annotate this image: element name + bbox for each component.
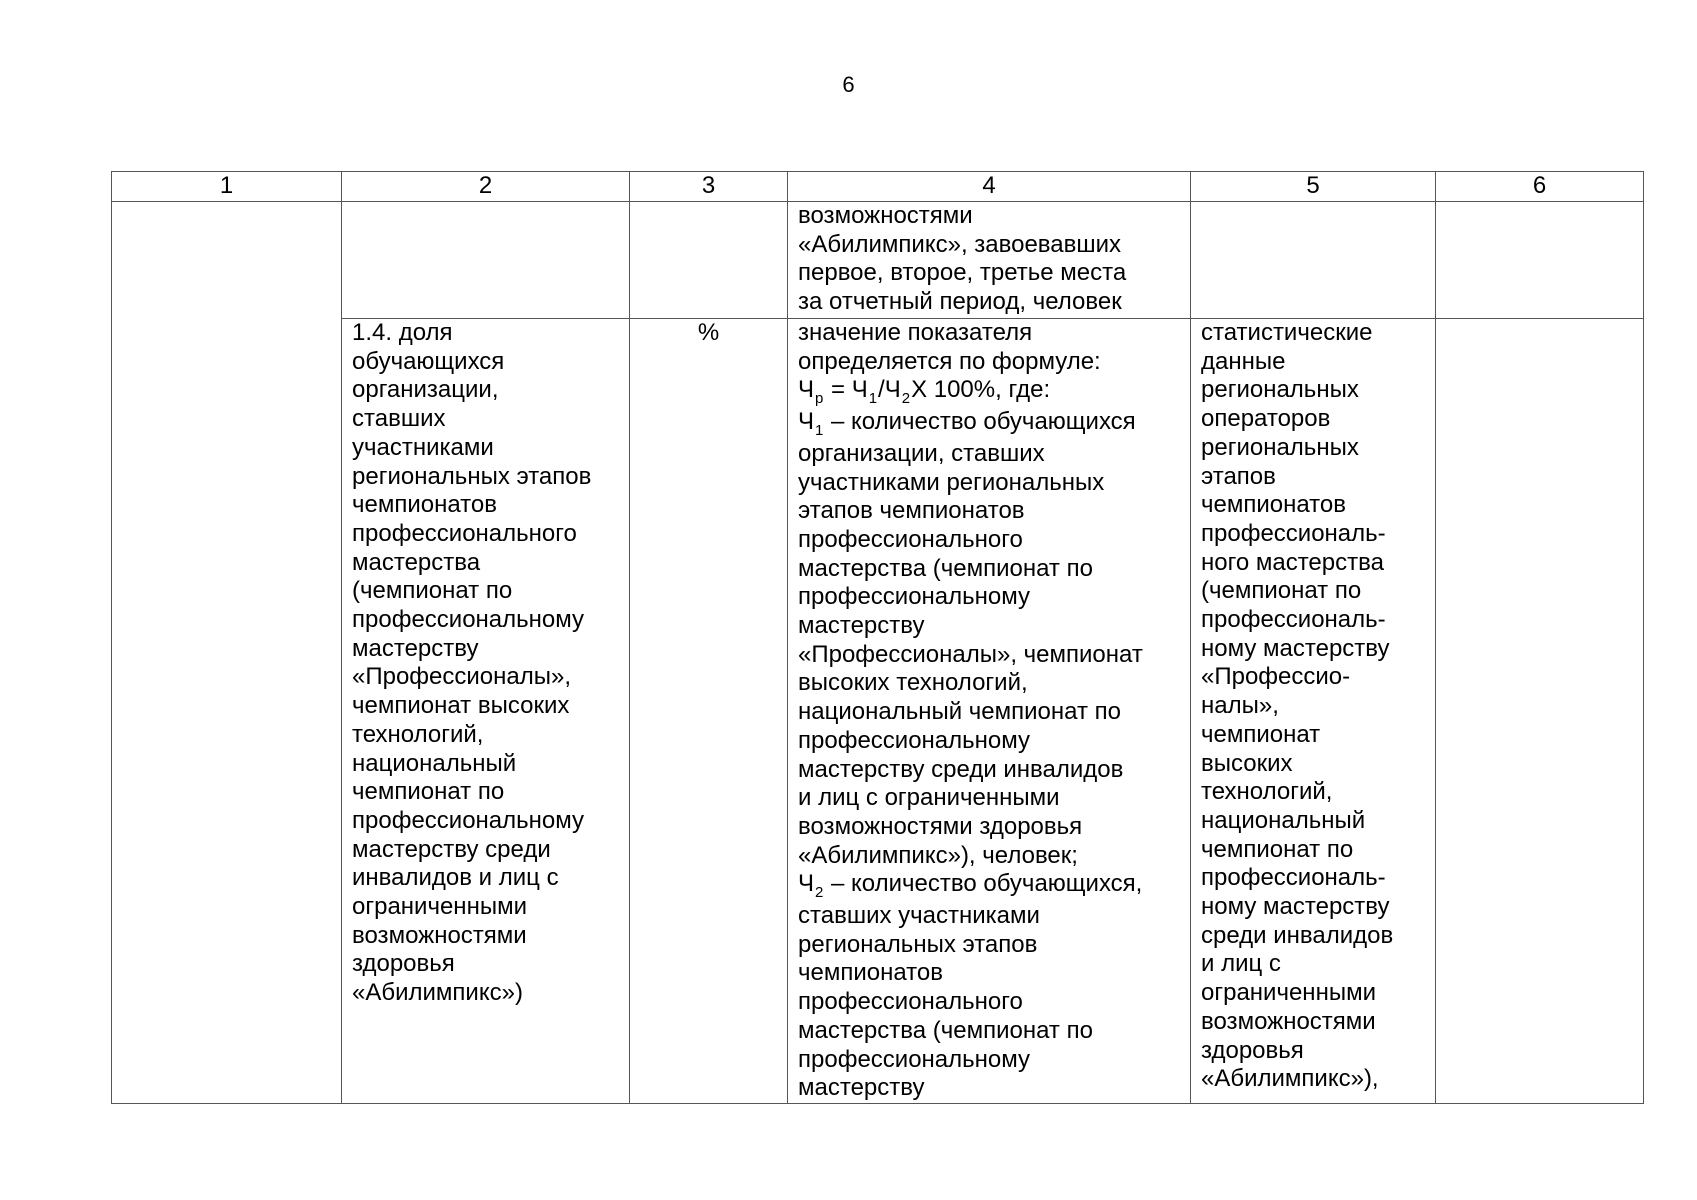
cell-col6-empty — [1436, 319, 1644, 1104]
text-line: высоких — [1201, 749, 1293, 777]
unit-cell — [630, 319, 788, 1104]
text-line: «Абилимпикс», завоевавших — [798, 230, 1122, 258]
text-line: профессионального — [352, 519, 577, 547]
variable-text: – количество обучающихся — [824, 408, 1136, 436]
text-line: 1.4. доля — [352, 319, 453, 346]
cell-col5 — [1191, 202, 1436, 319]
page-number: 6 — [842, 72, 855, 97]
text-line: «Абилимпикс»), — [1201, 1065, 1379, 1093]
formula-part: Х 100%, где: — [911, 376, 1051, 404]
text-line: региональных — [1201, 433, 1359, 461]
text-line: чемпионат — [1201, 720, 1321, 748]
text-line: профессионального — [798, 525, 1023, 553]
formula-part: Ч — [798, 376, 814, 404]
text-line: мастерства (чемпионат по — [798, 1016, 1093, 1044]
text-line: национальный — [1201, 806, 1366, 834]
text-line: чемпионатов — [352, 491, 497, 519]
text-line: мастерству среди инвалидов — [798, 755, 1124, 783]
text-line: ограниченными — [352, 893, 527, 921]
variable-text: – количество обучающихся, — [824, 870, 1143, 898]
text-line: мастерству — [798, 1074, 925, 1102]
text-line: «Профессионалы», чемпионат — [798, 640, 1143, 668]
text-line: мастерства — [352, 548, 481, 576]
text-line: технологий, — [1201, 778, 1333, 806]
text-line: возможностями — [352, 921, 527, 949]
text-line: ному мастерству — [1201, 893, 1390, 921]
formula-subscript: 2 — [901, 390, 911, 408]
text-line: (чемпионат по — [1201, 577, 1362, 605]
text-line: профессиональному — [798, 1045, 1031, 1073]
formula-subscript: 1 — [868, 390, 878, 408]
text-line: национальный — [352, 749, 517, 777]
text-line: «Абилимпикс»), человек; — [798, 841, 1078, 869]
cell-col6 — [1436, 202, 1644, 319]
text-line: ного мастерства — [1201, 548, 1384, 576]
text-line: среди инвалидов — [1201, 921, 1394, 949]
unit-value: % — [697, 319, 720, 346]
text-line: инвалидов и лиц с — [352, 864, 559, 892]
text-line: за отчетный период, человек — [798, 288, 1122, 316]
text-line: данные — [1201, 347, 1286, 375]
variable-ch1-definition — [798, 408, 1180, 440]
column-header-4: 4 — [788, 172, 1191, 202]
indicator-row — [112, 319, 1644, 1104]
column-header-2: 2 — [342, 172, 630, 202]
calculation-method-cell — [788, 319, 1191, 1104]
text-line: организации, — [352, 376, 499, 404]
column-header-6: 6 — [1436, 172, 1644, 202]
text-line: участниками региональных — [798, 468, 1105, 496]
text-line: ному мастерству — [1201, 634, 1390, 662]
continuation-row — [112, 202, 1644, 319]
text-line: здоровья — [352, 950, 455, 978]
text-line: мастерству — [798, 612, 925, 640]
text-line: организации, ставших — [798, 439, 1045, 467]
text-line: профессиональному — [352, 806, 585, 834]
formula-subscript: р — [815, 390, 824, 408]
text-line: ограниченными — [1201, 979, 1376, 1007]
text-line: чемпионат по — [352, 778, 505, 806]
indicators-table — [111, 171, 1644, 1104]
variable-ch2-definition — [798, 870, 1180, 902]
cell-col4-continuation — [788, 202, 1191, 319]
text-line: и лиц с — [1201, 950, 1281, 978]
text-line: региональных этапов — [352, 462, 592, 490]
text-line: возможностями — [798, 202, 973, 229]
text-line: профессиональ- — [1201, 606, 1386, 634]
text-line: этапов — [1201, 462, 1276, 490]
text-line: «Профессионалы», — [352, 663, 572, 691]
text-line: профессиональ- — [1201, 864, 1386, 892]
text-line: чемпионатов — [798, 959, 943, 987]
cell-col2 — [342, 202, 630, 319]
text-line: региональных этапов — [798, 930, 1038, 958]
text-line: профессионального — [798, 988, 1023, 1016]
cell-col1 — [112, 202, 342, 1104]
formula-part: = Ч — [824, 376, 868, 404]
text-line: участниками — [352, 433, 494, 461]
variable-subscript: 2 — [815, 884, 824, 902]
cell-col3 — [630, 202, 788, 319]
column-header-3: 3 — [630, 172, 788, 202]
data-source-cell — [1191, 319, 1436, 1104]
text-line: мастерству среди — [352, 835, 551, 863]
formula-part: /Ч — [878, 376, 901, 404]
text-line: значение показателя — [798, 319, 1033, 346]
text-line: мастерства (чемпионат по — [798, 554, 1093, 582]
variable-letter: Ч — [798, 870, 814, 898]
text-line: налы», — [1201, 692, 1279, 720]
text-line: этапов чемпионатов — [798, 497, 1025, 525]
text-line: национальный чемпионат по — [798, 698, 1121, 726]
text-line: высоких технологий, — [798, 669, 1028, 697]
text-line: профессиональному — [798, 583, 1031, 611]
indicator-name-cell — [342, 319, 630, 1104]
text-line: технологий, — [352, 720, 484, 748]
text-line: профессиональ- — [1201, 519, 1386, 547]
header-row — [112, 172, 1644, 202]
text-line: чемпионат по — [1201, 835, 1354, 863]
text-line: здоровья — [1201, 1036, 1304, 1064]
variable-subscript: 1 — [815, 422, 824, 440]
text-line: региональных — [1201, 376, 1359, 404]
column-header-1: 1 — [112, 172, 342, 202]
formula-line — [798, 376, 1180, 408]
text-line: обучающихся — [352, 347, 505, 375]
text-line: (чемпионат по — [352, 577, 513, 605]
text-line: операторов — [1201, 405, 1331, 433]
text-line: возможностями — [1201, 1007, 1376, 1035]
text-line: ставших участниками — [798, 902, 1040, 930]
text-line: чемпионатов — [1201, 491, 1346, 519]
text-line: мастерству — [352, 634, 479, 662]
text-line: первое, второе, третье места — [798, 259, 1127, 287]
text-line: чемпионат высоких — [352, 692, 570, 720]
variable-letter: Ч — [798, 408, 814, 436]
text-line: статистические — [1201, 319, 1373, 346]
text-line: и лиц с ограниченными — [798, 784, 1060, 812]
text-line: профессиональному — [798, 726, 1031, 754]
text-line: профессиональному — [352, 606, 585, 634]
text-line: ставших — [352, 405, 446, 433]
text-line: «Абилимпикс») — [352, 979, 523, 1007]
text-line: возможностями здоровья — [798, 812, 1083, 840]
column-header-5: 5 — [1191, 172, 1436, 202]
text-line: определяется по формуле: — [798, 347, 1101, 375]
text-line: «Профессио- — [1201, 663, 1351, 691]
